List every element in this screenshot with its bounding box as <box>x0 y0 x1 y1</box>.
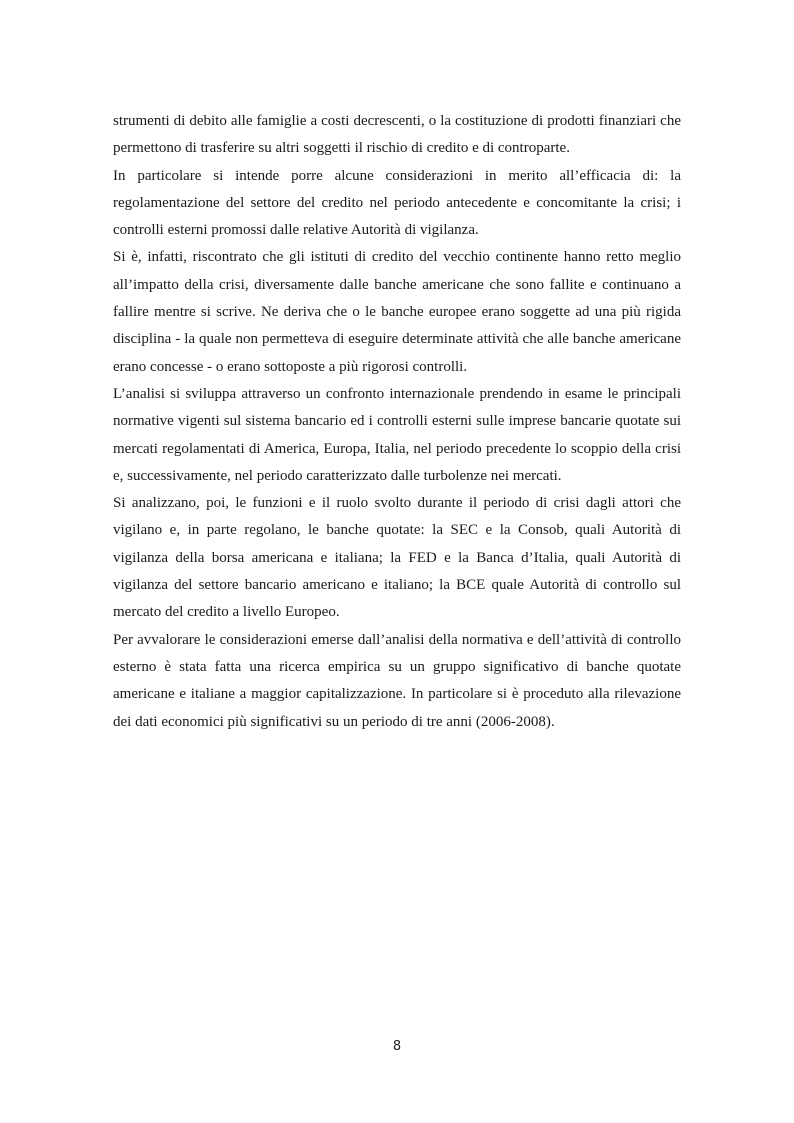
paragraph-4: L’analisi si sviluppa attraverso un confronto internazionale prendendo in esame le principali normative vigenti sul sistema bancario ed i controlli esterni sulle imprese bancarie quotate sui mercati regolamentati di America, Europa, Italia, nel periodo precedente lo scoppio della crisi e, successivamente, nel periodo caratterizzato dalle turbolenze nei mercati. <box>113 385 681 484</box>
page-number: 8 <box>392 1039 402 1054</box>
paragraph-5: Si analizzano, poi, le funzioni e il ruolo svolto durante il periodo di crisi dagli attori che vigilano e, in parte regolano, le banche quotate: la SEC e la Consob, quali Autorità di vigilanza della borsa americana e italiana; la FED e la Banca d’Italia, quali Autorità di vigilanza del settore bancario americano e italiano; la BCE quale Autorità di controllo sul mercato del credito a livello Europeo. <box>113 495 681 621</box>
document-body <box>113 108 681 736</box>
paragraph-6: Per avvalorare le considerazioni emerse dall’analisi della normativa e dell’attività di controllo esterno è stata fatta una ricerca empirica su un gruppo significativo di banche quotate americane e italiane a maggior capitalizzazione. In particolare si è proceduto alla rilevazione dei dati economici più significativi su un periodo di tre anni (2006-2008). <box>113 631 681 730</box>
paragraph-1: strumenti di debito alle famiglie a costi decrescenti, o la costituzione di prodotti finanziari che permettono di trasferire su altri soggetti il rischio di credito e di controparte. <box>113 113 681 157</box>
paragraph-3: Si è, infatti, riscontrato che gli istituti di credito del vecchio continente hanno retto meglio all’impatto della crisi, diversamente dalle banche americane che sono fallite e continuano a fallire mentre si scrive. Ne deriva che o le banche europee erano soggette ad una più rigida disciplina - la quale non permetteva di eseguire determinate attività che alle banche americane erano concesse - o erano sottoposte a più rigorosi controlli. <box>113 249 681 375</box>
paragraph-2: In particolare si intende porre alcune considerazioni in merito all’efficacia di: la regolamentazione del settore del credito nel periodo antecedente e concomitante la crisi; i controlli esterni promossi dalle relative Autorità di vigilanza. <box>113 167 681 239</box>
